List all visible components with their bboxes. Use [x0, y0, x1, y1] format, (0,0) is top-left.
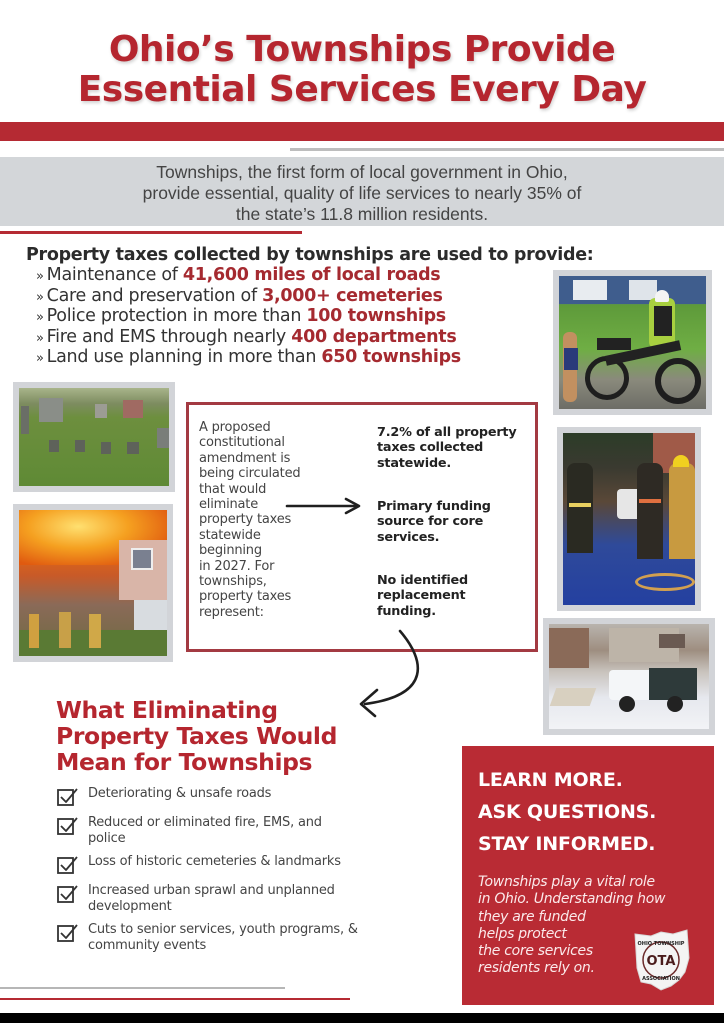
- checkbox-checked-icon: [57, 884, 79, 904]
- amendment-point-no-replacement: [377, 573, 537, 619]
- checkbox-checked-icon: [57, 923, 79, 943]
- service-item-police: [36, 307, 461, 328]
- heading-line: Property Taxes Would: [56, 722, 337, 750]
- bullet-icon: »: [36, 330, 44, 346]
- amendment-line: property taxes: [199, 512, 292, 528]
- impact-text: development: [88, 898, 172, 914]
- cta-body-line: residents rely on.: [478, 960, 595, 977]
- amendment-line: statewide: [199, 527, 261, 543]
- cta-body-line: they are funded: [478, 908, 586, 925]
- service-highlight: 3,000+ cemeteries: [262, 285, 443, 306]
- impact-item-cemeteries: [57, 854, 397, 875]
- service-text: Police protection in more than: [46, 306, 307, 327]
- red-divider-line: [0, 231, 302, 234]
- impact-text: community events: [88, 937, 207, 953]
- service-item-land-use: [36, 348, 461, 369]
- service-item-fire-ems: [36, 328, 461, 349]
- amendment-line: in 2027. For: [199, 558, 275, 574]
- intro-line-2: provide essential, quality of life services to nearly 35% of: [142, 183, 582, 203]
- snow-plow-photo: [543, 618, 715, 735]
- logo-monogram: OTA: [646, 954, 676, 969]
- impact-text: police: [88, 830, 126, 846]
- vehicle-rescue-photo: [557, 427, 701, 611]
- amendment-line: represent:: [199, 604, 264, 620]
- impact-text: Increased urban sprawl and unplanned: [88, 883, 335, 898]
- services-heading: Property taxes collected by townships are used to provide:: [26, 245, 594, 265]
- service-item-roads: [36, 266, 461, 287]
- point-line: services.: [377, 529, 440, 545]
- amendment-line: beginning: [199, 543, 262, 559]
- gray-divider-line: [290, 148, 724, 151]
- house-fire-photo: [13, 504, 173, 662]
- title-line-2: Essential Services Every Day: [77, 69, 647, 110]
- cta-body-line: helps protect: [478, 925, 567, 942]
- ohio-township-association-logo: [631, 928, 693, 994]
- service-item-cemeteries: [36, 287, 461, 308]
- bullet-icon: »: [36, 351, 44, 367]
- cemetery-photo: [13, 382, 175, 492]
- cta-stay-informed: STAY INFORMED.: [478, 833, 656, 855]
- cta-body-line: in Ohio. Understanding how: [478, 891, 666, 908]
- point-line: source for core: [377, 514, 484, 530]
- page-title: [0, 30, 724, 110]
- point-line: replacement: [377, 588, 466, 604]
- service-text: Maintenance of: [46, 265, 183, 285]
- service-highlight: 100 townships: [306, 306, 446, 327]
- intro-band: [0, 157, 724, 226]
- service-text: Fire and EMS through nearly: [46, 326, 292, 347]
- impacts-heading: [56, 697, 337, 775]
- cta-learn-more: LEARN MORE.: [478, 769, 623, 791]
- heading-line: Mean for Townships: [56, 748, 313, 776]
- checkbox-checked-icon: [57, 816, 79, 836]
- impact-text: Reduced or eliminated fire, EMS, and: [88, 815, 322, 830]
- intro-line-3: the state’s 11.8 million residents.: [235, 204, 489, 224]
- cta-body-line: Townships play a vital role: [478, 874, 655, 890]
- impact-item-roads: [57, 786, 397, 807]
- point-line: statewide.: [377, 455, 452, 471]
- amendment-line: property taxes: [199, 589, 292, 605]
- point-line: No identified: [377, 573, 468, 588]
- service-highlight: 400 departments: [291, 326, 457, 347]
- bullet-icon: »: [36, 310, 44, 326]
- intro-line-1: Townships, the first form of local government in Ohio,: [156, 162, 568, 182]
- impact-text: Loss of historic cemeteries & landmarks: [88, 854, 341, 869]
- amendment-point-primary-funding: [377, 499, 537, 545]
- amendment-point-percentage: [377, 425, 537, 471]
- amendment-line: A proposed: [199, 420, 271, 435]
- cta-body-line: the core services: [478, 943, 593, 960]
- red-divider-line-bottom: [0, 998, 350, 1000]
- bullet-icon: »: [36, 289, 44, 305]
- impact-item-safety-services: [57, 815, 397, 846]
- amendment-description: [199, 420, 339, 620]
- service-highlight: 41,600 miles of local roads: [182, 265, 441, 285]
- title-line-1: Ohio’s Townships Provide: [108, 29, 616, 70]
- amendment-line: townships,: [199, 574, 267, 590]
- cta-ask-questions: ASK QUESTIONS.: [478, 801, 657, 823]
- point-line: taxes collected: [377, 440, 484, 456]
- heading-line: What Eliminating: [56, 696, 278, 724]
- gray-divider-line-bottom: [0, 987, 285, 989]
- service-highlight: 650 townships: [321, 347, 461, 368]
- amendment-line: that would: [199, 481, 267, 497]
- logo-top-text: OHIO TOWNSHIP: [637, 941, 685, 947]
- point-line: Primary funding: [377, 499, 491, 514]
- service-text: Care and preservation of: [46, 285, 263, 306]
- amendment-line: amendment is: [199, 450, 291, 466]
- logo-bottom-text: ASSOCIATION: [642, 976, 680, 982]
- amendment-line: eliminate: [199, 497, 258, 513]
- amendment-line: constitutional: [199, 435, 285, 451]
- impacts-list: [57, 786, 397, 961]
- bullet-icon: »: [36, 269, 44, 284]
- checkbox-checked-icon: [57, 855, 79, 875]
- impact-item-sprawl: [57, 883, 397, 914]
- amendment-line: being circulated: [199, 466, 301, 482]
- impact-text: Cuts to senior services, youth programs, &: [88, 922, 358, 937]
- checkbox-checked-icon: [57, 787, 79, 807]
- point-line: funding.: [377, 603, 436, 619]
- footer-black-bar: [0, 1013, 724, 1023]
- impact-text: Deteriorating & unsafe roads: [88, 786, 272, 801]
- services-list: [36, 266, 461, 369]
- title-divider-bar: [0, 122, 724, 141]
- service-text: Land use planning in more than: [46, 347, 322, 368]
- point-line: 7.2% of all property: [377, 425, 517, 440]
- impact-item-community-programs: [57, 922, 397, 953]
- police-bike-photo: [553, 270, 712, 415]
